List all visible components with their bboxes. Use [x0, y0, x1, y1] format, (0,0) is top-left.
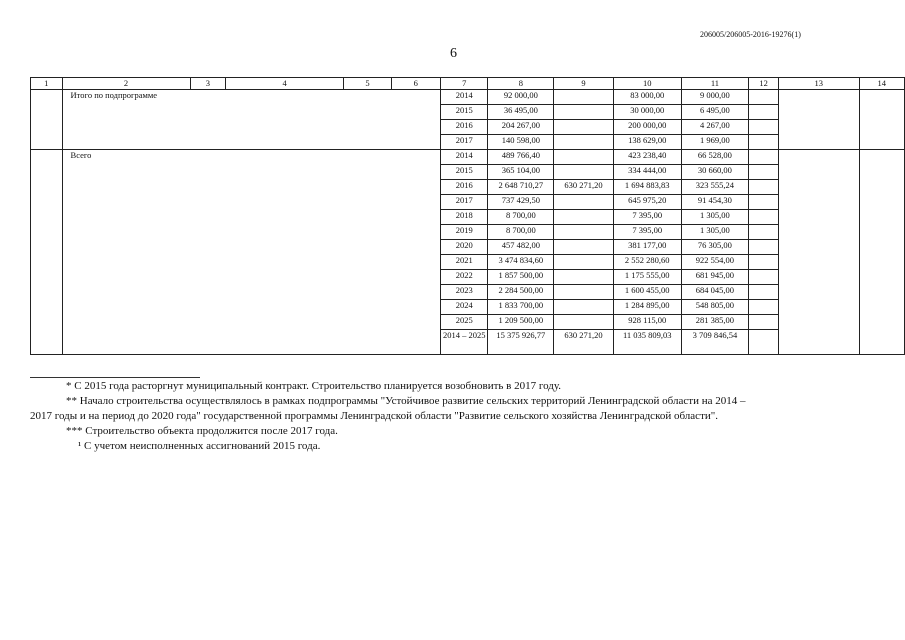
section-label: Всего — [62, 150, 440, 355]
regional-cell: 2 552 280,60 — [613, 255, 681, 270]
cell-col14 — [859, 150, 904, 355]
footnotes — [30, 379, 875, 454]
page-number: 6 — [450, 46, 457, 61]
total-cell: 92 000,00 — [488, 90, 554, 105]
header-cell: 1 — [31, 78, 63, 90]
table-row — [31, 90, 905, 105]
footnote-separator — [30, 377, 200, 378]
header-cell: 3 — [190, 78, 226, 90]
regional-cell: 7 395,00 — [613, 225, 681, 240]
header-cell: 12 — [749, 78, 779, 90]
total-cell: 15 375 926,77 — [488, 330, 554, 355]
other-cell — [749, 255, 779, 270]
local-cell: 1 969,00 — [681, 135, 749, 150]
year-cell: 2015 — [440, 165, 488, 180]
federal-cell — [554, 105, 614, 120]
local-cell: 6 495,00 — [681, 105, 749, 120]
total-cell: 204 267,00 — [488, 120, 554, 135]
regional-cell: 645 975,20 — [613, 195, 681, 210]
total-cell: 3 474 834,60 — [488, 255, 554, 270]
other-cell — [749, 180, 779, 195]
year-cell: 2016 — [440, 120, 488, 135]
local-cell: 1 305,00 — [681, 210, 749, 225]
federal-cell — [554, 210, 614, 225]
other-cell — [749, 150, 779, 165]
other-cell — [749, 330, 779, 355]
regional-cell: 1 600 455,00 — [613, 285, 681, 300]
other-cell — [749, 300, 779, 315]
local-cell: 91 454,30 — [681, 195, 749, 210]
regional-cell: 11 035 809,03 — [613, 330, 681, 355]
regional-cell: 7 395,00 — [613, 210, 681, 225]
federal-cell — [554, 195, 614, 210]
federal-cell — [554, 270, 614, 285]
other-cell — [749, 120, 779, 135]
cell-col1 — [31, 150, 63, 355]
header-cell: 8 — [488, 78, 554, 90]
document-id: 206005/206005-2016-19276(1) — [700, 30, 801, 39]
total-cell: 2 284 500,00 — [488, 285, 554, 300]
cell-col14 — [859, 90, 904, 150]
federal-cell — [554, 120, 614, 135]
total-cell: 489 766,40 — [488, 150, 554, 165]
footnote-2-line-2: 2017 годы и на период до 2020 года" государственной программы Ленинградской области "Развитие сельского хозяйства Ленинградской области". — [30, 410, 718, 422]
header-cell: 4 — [226, 78, 344, 90]
section-label: Итого по подпрограмме — [62, 90, 440, 150]
local-cell: 681 945,00 — [681, 270, 749, 285]
footnote-1: * С 2015 года расторгнут муниципальный контракт. Строительство планируется возобновить в 2017 году. — [66, 380, 562, 392]
total-cell: 140 598,00 — [488, 135, 554, 150]
federal-cell — [554, 285, 614, 300]
year-cell: 2016 — [440, 180, 488, 195]
year-cell: 2018 — [440, 210, 488, 225]
total-cell: 2 648 710,27 — [488, 180, 554, 195]
local-cell: 1 305,00 — [681, 225, 749, 240]
federal-cell — [554, 255, 614, 270]
local-cell: 922 554,00 — [681, 255, 749, 270]
year-cell: 2017 — [440, 195, 488, 210]
federal-cell: 630 271,20 — [554, 330, 614, 355]
total-cell: 457 482,00 — [488, 240, 554, 255]
other-cell — [749, 90, 779, 105]
header-cell: 11 — [681, 78, 749, 90]
cell-col13 — [778, 150, 859, 355]
total-cell: 1 209 500,00 — [488, 315, 554, 330]
federal-cell — [554, 225, 614, 240]
other-cell — [749, 210, 779, 225]
federal-cell — [554, 165, 614, 180]
local-cell: 548 805,00 — [681, 300, 749, 315]
header-cell: 14 — [859, 78, 904, 90]
total-cell: 36 495,00 — [488, 105, 554, 120]
footnote-4: ¹ С учетом неисполненных ассигнований 2015 года. — [78, 440, 321, 452]
local-cell: 3 709 846,54 — [681, 330, 749, 355]
year-cell: 2014 – 2025 — [440, 330, 488, 355]
local-cell: 4 267,00 — [681, 120, 749, 135]
year-cell: 2024 — [440, 300, 488, 315]
header-cell: 9 — [554, 78, 614, 90]
year-cell: 2017 — [440, 135, 488, 150]
total-cell: 365 104,00 — [488, 165, 554, 180]
total-cell: 1 833 700,00 — [488, 300, 554, 315]
regional-cell: 138 629,00 — [613, 135, 681, 150]
cell-col13 — [778, 90, 859, 150]
total-cell: 1 857 500,00 — [488, 270, 554, 285]
other-cell — [749, 135, 779, 150]
federal-cell — [554, 135, 614, 150]
other-cell — [749, 285, 779, 300]
other-cell — [749, 105, 779, 120]
year-cell: 2020 — [440, 240, 488, 255]
footnote-3: *** Строительство объекта продолжится после 2017 года. — [66, 425, 338, 437]
other-cell — [749, 270, 779, 285]
header-row — [31, 78, 905, 90]
other-cell — [749, 315, 779, 330]
local-cell: 66 528,00 — [681, 150, 749, 165]
federal-cell — [554, 150, 614, 165]
header-cell: 13 — [778, 78, 859, 90]
other-cell — [749, 225, 779, 240]
other-cell — [749, 240, 779, 255]
regional-cell: 928 115,00 — [613, 315, 681, 330]
federal-cell: 630 271,20 — [554, 180, 614, 195]
year-cell: 2023 — [440, 285, 488, 300]
regional-cell: 1 284 895,00 — [613, 300, 681, 315]
year-cell: 2014 — [440, 90, 488, 105]
year-cell: 2022 — [440, 270, 488, 285]
other-cell — [749, 195, 779, 210]
regional-cell: 1 175 555,00 — [613, 270, 681, 285]
regional-cell: 334 444,00 — [613, 165, 681, 180]
regional-cell: 1 694 883,83 — [613, 180, 681, 195]
local-cell: 30 660,00 — [681, 165, 749, 180]
year-cell: 2019 — [440, 225, 488, 240]
local-cell: 76 305,00 — [681, 240, 749, 255]
federal-cell — [554, 300, 614, 315]
federal-cell — [554, 315, 614, 330]
regional-cell: 200 000,00 — [613, 120, 681, 135]
local-cell: 323 555,24 — [681, 180, 749, 195]
other-cell — [749, 165, 779, 180]
total-cell: 8 700,00 — [488, 225, 554, 240]
header-cell: 7 — [440, 78, 488, 90]
header-cell: 2 — [62, 78, 190, 90]
regional-cell: 83 000,00 — [613, 90, 681, 105]
header-cell: 10 — [613, 78, 681, 90]
federal-cell — [554, 90, 614, 105]
total-cell: 737 429,50 — [488, 195, 554, 210]
footnote-2-line-1: ** Начало строительства осуществлялось в рамках подпрограммы "Устойчивое развитие сельских территорий Ленинградской области на 2014 – — [66, 395, 746, 407]
header-cell: 5 — [344, 78, 391, 90]
cell-col1 — [31, 90, 63, 150]
regional-cell: 423 238,40 — [613, 150, 681, 165]
year-cell: 2021 — [440, 255, 488, 270]
total-cell: 8 700,00 — [488, 210, 554, 225]
budget-table — [30, 77, 905, 355]
year-cell: 2025 — [440, 315, 488, 330]
regional-cell: 30 000,00 — [613, 105, 681, 120]
regional-cell: 381 177,00 — [613, 240, 681, 255]
local-cell: 281 385,00 — [681, 315, 749, 330]
year-cell: 2014 — [440, 150, 488, 165]
local-cell: 9 000,00 — [681, 90, 749, 105]
table-row — [31, 150, 905, 165]
year-cell: 2015 — [440, 105, 488, 120]
local-cell: 684 045,00 — [681, 285, 749, 300]
federal-cell — [554, 240, 614, 255]
header-cell: 6 — [391, 78, 440, 90]
